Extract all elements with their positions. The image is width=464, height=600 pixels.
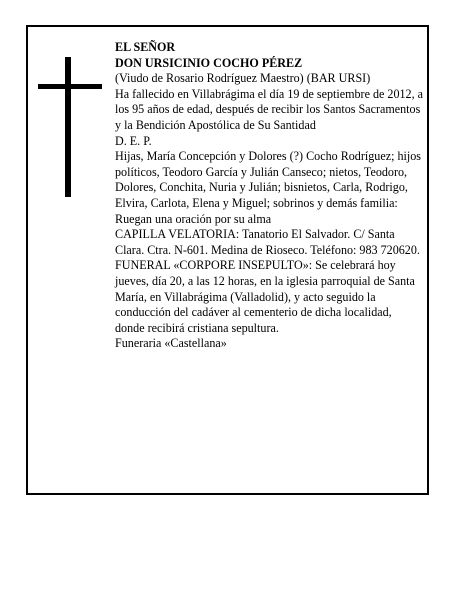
- latin-cross-icon: [38, 57, 102, 197]
- obituary-notice: [26, 25, 429, 495]
- cross-vertical-bar: [65, 57, 71, 197]
- notice-header-title: EL SEÑOR: [115, 40, 176, 54]
- deceased-name: DON URSICINIO COCHO PÉREZ: [115, 55, 303, 70]
- prayer-line: Ruegan una oración por su alma: [115, 211, 272, 226]
- funeral-paragraph: FUNERAL «CORPORE INSEPULTO»: Se celebrará hoy jueves, día 20, a las 12 horas, en la iglesia parroquial de Santa María, en Villabrágima (Valladolid), y acto seguido la conducción del cadáver al cementerio de dicha localidad, donde recibirá cristiana sepultura.: [115, 258, 415, 335]
- widower-line: (Viudo de Rosario Rodríguez Maestro) (BAR URSI): [115, 71, 371, 86]
- chapel-paragraph: CAPILLA VELATORIA: Tanatorio El Salvador. C/ Santa Clara. Ctra. N-601. Medina de Rioseco. Teléfono: 983 720620.: [115, 227, 420, 257]
- notice-text: [115, 40, 423, 352]
- family-paragraph: Hijas, María Concepción y Dolores (?) Cocho Rodríguez; hijos políticos, Teodoro García y Julián Canseco; nietos, Teodoro, Dolores, Conchita, Nuria y Julián; bisnietos, Carla, Rodrigo, Elvira, Carlota, Elena y Miguel; sobrinos y demás familia:: [115, 149, 421, 210]
- funeral-home-line: Funeraria «Castellana»: [115, 336, 227, 351]
- cross-horizontal-bar: [38, 84, 102, 89]
- death-paragraph: Ha fallecido en Villabrágima el día 19 de septiembre de 2012, a los 95 años de edad, después de recibir los Santos Sacramentos y la Bendición Apostólica de Su Santidad: [115, 86, 424, 132]
- rip-line: D. E. P.: [115, 133, 152, 148]
